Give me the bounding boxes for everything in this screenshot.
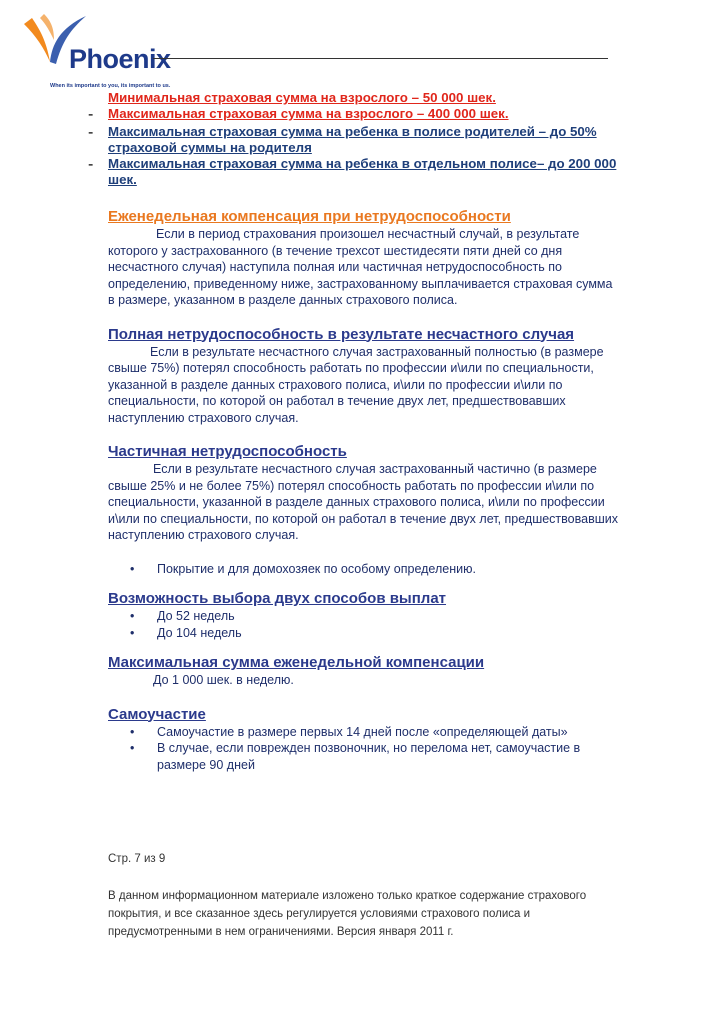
list-item-text: До 104 недель: [157, 625, 242, 640]
list-item: [108, 608, 618, 625]
limit-adult-max: Максимальная страховая сумма на взрослого – 400 000 шек.: [108, 106, 509, 121]
list-item-text: Покрытие и для домохозяек по особому определению.: [157, 561, 476, 576]
section-full: [108, 326, 618, 427]
list-item-text: В случае, если поврежден позвоночник, но перелома нет, самоучастие в размере 90 дней: [157, 741, 581, 772]
limit-child-parent-row: [88, 124, 618, 156]
limit-adult-max-row: [88, 106, 618, 124]
section-options: [108, 590, 618, 641]
bullet-icon: •: [130, 609, 135, 623]
list-item: [108, 740, 618, 773]
dash-marker: -: [88, 106, 94, 123]
list-item: [108, 625, 618, 642]
phoenix-logo: [14, 10, 171, 90]
limit-child-separate-row: [88, 156, 618, 188]
section-full-body: Если в результате несчастного случая застрахованный полностью (в размере свыше 75%) потерял способность работать по профессии и\или по специальности, указанной в разделе данных страхового полиса, и\или по профессии и\или по специальности, по которой он работал в течение двух лет, предшествовавших наступлению страхового случая.: [108, 344, 604, 425]
section-weekly-title: Еженедельная компенсация при нетрудоспособности: [108, 208, 511, 225]
brand-name: Phoenix: [69, 44, 171, 74]
section-partial-title: Частичная нетрудоспособность: [108, 443, 347, 460]
list-item-text: До 52 недель: [157, 609, 235, 623]
section-options-title: Возможность выбора двух способов выплат: [108, 590, 447, 607]
bullet-icon: •: [130, 741, 135, 755]
header-divider: [153, 58, 608, 59]
section-partial: [108, 443, 618, 577]
page-number: Стр. 7 из 9: [108, 853, 166, 865]
dash-marker: -: [88, 156, 94, 173]
section-maxweekly-title: Максимальная сумма еженедельной компенсации: [108, 654, 485, 671]
list-item-text: Самоучастие в размере первых 14 дней после «определяющей даты»: [157, 724, 568, 739]
section-deductible-title: Самоучастие: [108, 705, 206, 723]
limits-list: [88, 90, 618, 188]
bullet-icon: •: [130, 724, 135, 739]
section-deductible: [108, 706, 618, 774]
bullet-icon: •: [130, 561, 135, 576]
limit-child-parent: Максимальная страховая сумма на ребенка в полисе родителей – до 50% страховой суммы на родителя: [108, 124, 597, 155]
document-body: [88, 90, 618, 773]
limit-adult-min: Минимальная страховая сумма на взрослого – 50 000 шек.: [108, 90, 496, 105]
section-weekly: [108, 208, 618, 309]
footer-disclaimer: В данном информационном материале изложено только краткое содержание страхового покрытия, и все сказанное здесь регулируется условиями страхового полиса и предусмотренными в нем ограничениями. Версия января 2011 г.: [108, 890, 587, 938]
section-maxweekly: [108, 654, 618, 689]
limit-child-separate: Максимальная страховая сумма на ребенка в отдельном полисе– до 200 000 шек.: [108, 156, 617, 187]
dash-marker: -: [88, 124, 94, 141]
section-maxweekly-body: До 1 000 шек. в неделю.: [153, 673, 294, 687]
list-item: [108, 724, 618, 741]
section-weekly-body: Если в период страхования произошел несчастный случай, в результате которого у застрахованного (в течение трехсот шестидесяти пяти дней со дня несчастного случая) наступила полная или частичная нетрудоспособность по определению, приведенному ниже, застрахованному выплачивается страховая сумма в размере, указанном в разделе данных страхового полиса.: [108, 227, 613, 307]
bullet-icon: •: [130, 625, 135, 640]
brand-tagline: When its important to you, its important to us.: [50, 83, 171, 89]
section-full-title: Полная нетрудоспособность в результате несчастного случая: [108, 325, 575, 343]
list-item: [108, 561, 618, 578]
section-partial-body: Если в результате несчастного случая застрахованный частично (в размере свыше 25% и не более 75%) потерял способность работать по профессии и\или по специальности, указанной в разделе данных страхового полиса, и\или по профессии и\или по специальности, по которой он работал в течение двух лет, предшествовавших наступлению страхового случая.: [108, 462, 618, 542]
